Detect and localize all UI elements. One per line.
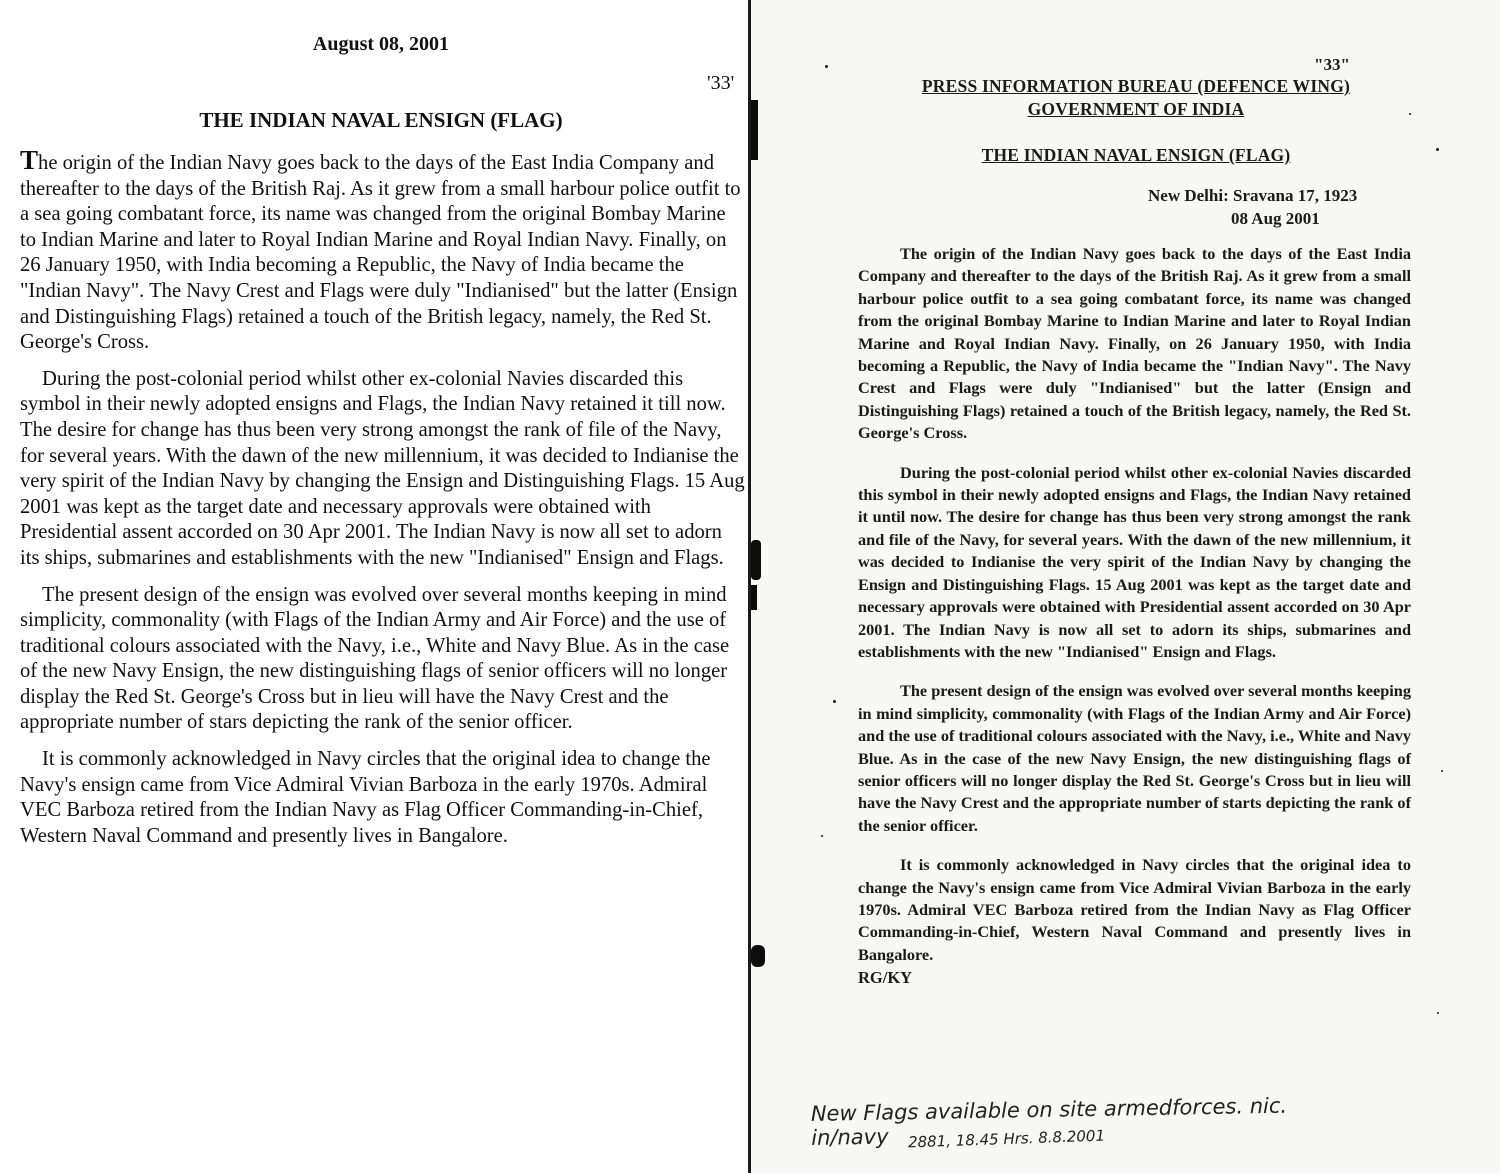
document-date: August 08, 2001	[312, 33, 450, 55]
scan-paragraph-3: The present design of the ensign was evolved over several months keeping in mind simplicity, commonality (with Flags of the Indian Army and Air Force) and the use of traditional colours associated with the Navy, i.e., White and Navy Blue. As in the case of the new Navy Ensign, the new distinguishing flags of senior officers will no longer display the Red St. George's Cross but in lieu will have the Navy Crest and the appropriate number of starts depicting the rank of the senior officer.	[858, 681, 1411, 835]
government-header: GOVERNMENT OF INDIA	[1027, 99, 1245, 119]
scan-paragraph-1: The origin of the Indian Navy goes back to the days of the East India Company and thereafter to the days of the British Raj. As it grew from a small harbour police outfit to a sea going combatant force, its name was changed from the original Bombay Marine to Indian Marine and later to Royal Indian Marine and Royal Indian Navy. Finally, on 26 January 1950, with India becoming a Republic, the Navy of India became the "Indian Navy". The Navy Crest and Flags were duly "Indianised" but the latter (Ensign and Distinguishing Flags) retained a touch of the British legacy, namely, the Red St. George's Cross.	[858, 244, 1411, 443]
scan-edge-mark	[751, 585, 757, 610]
scan-page-number: "33"	[1314, 55, 1350, 74]
scan-body	[858, 243, 1411, 990]
scan-paragraph-2: During the post-colonial period whilst other ex-colonial Navies discarded this symbol in their newly adopted ensigns and Flags, the Indian Navy retained it until now. The desire for change has thus been very strong amongst the rank and file of the Navy, for several years. With the dawn of the new millennium, it was decided to Indianise the very spirit of the Indian Navy by changing the Ensign and Distinguishing Flags. 15 Aug 2001 was kept as the target date and necessary approvals were obtained with Presidential assent accorded on 30 Apr 2001. The Indian Navy is now all set to adorn its ships, submarines and establishments with the new "Indianised" Ensign and Flags.	[858, 462, 1411, 661]
scan-date: 08 Aug 2001	[1231, 209, 1320, 228]
scan-speck	[1437, 1012, 1439, 1014]
bureau-header: PRESS INFORMATION BUREAU (DEFENCE WING)	[921, 76, 1351, 96]
paragraph-1-text: he origin of the Indian Navy goes back to the days of the East India Company and thereafter to the days of the British Raj. As it grew from a small harbour police outfit to a sea going combatant force, its name was changed from the original Bombay Marine to Indian Marine and later to Royal Indian Marine and Royal Indian Navy. Finally, on 26 January 1950, with India becoming a Republic, the Navy of India became the "Indian Navy". The Navy Crest and Flags were duly "Indianised" but the latter (Ensign and Distinguishing Flags) retained a touch of the British legacy, namely, the Red St. George's Cross.	[20, 152, 741, 354]
document-title: THE INDIAN NAVAL ENSIGN (FLAG)	[199, 108, 563, 132]
scan-title: THE INDIAN NAVAL ENSIGN (FLAG)	[981, 145, 1291, 165]
paragraph-2: During the post-colonial period whilst other ex-colonial Navies discarded this symbol in their newly adopted ensigns and Flags, the Indian Navy retained it till now. The desire for change has thus been very strong amongst the rank of file of the Navy, for several years. With the dawn of the new millennium, it was decided to Indianise the very spirit of the Indian Navy by changing the Ensign and Distinguishing Flags. 15 Aug 2001 was kept as the target date and necessary approvals were obtained with Presidential assent accorded on 30 Apr 2001. The Indian Navy is now all set to adorn its ships, submarines and establishments with the new "Indianised" Ensign and Flags.	[20, 367, 745, 569]
scan-edge-mark	[751, 945, 765, 967]
paragraph-3: The present design of the ensign was evolved over several months keeping in mind simplicity, commonality (with Flags of the Indian Army and Air Force) and the use of traditional colours associated with the Navy, i.e., White and Navy Blue. As in the case of the new Navy Ensign, the new distinguishing flags of senior officers will no longer display the Red St. George's Cross but in lieu will have the Navy Crest and the appropriate number of stars depicting the rank of the senior officer.	[20, 583, 730, 734]
paragraph-4: It is commonly acknowledged in Navy circles that the original idea to change the Navy's ensign came from Vice Admiral Vivian Barboza in the early 1970s. Admiral VEC Barboza retired from the Indian Navy as Flag Officer Commanding-in-Chief, Western Naval Command and presently lives in Bangalore.	[20, 748, 711, 847]
scan-place-date: New Delhi: Sravana 17, 1923	[1148, 186, 1358, 205]
scanned-press-release	[751, 0, 1500, 1173]
handwritten-note: New Flags available on site armedforces. nic. in/navy	[810, 1093, 1288, 1150]
document-body	[20, 145, 746, 860]
scan-speck	[833, 700, 836, 703]
scan-edge-mark	[751, 100, 758, 160]
scan-speck	[825, 65, 828, 68]
scan-speck	[1436, 148, 1439, 151]
drop-cap: T	[20, 145, 39, 175]
scan-paragraph-4: It is commonly acknowledged in Navy circles that the original idea to change the Navy's ensign came from Vice Admiral Vivian Barboza in the early 1970s. Admiral VEC Barboza retired from the Indian Navy as Flag Officer Commanding-in-Chief, Western Naval Command and presently lives in Bangalore.	[858, 855, 1411, 964]
scan-speck	[1409, 113, 1411, 115]
scan-edge-mark	[751, 540, 761, 580]
paragraph-1	[20, 145, 746, 356]
signoff-initials: RG/KY	[858, 968, 913, 988]
page-number: '33'	[707, 72, 735, 94]
handwritten-timestamp: 2881, 18.45 Hrs. 8.8.2001	[907, 1126, 1106, 1152]
transcription-panel	[0, 0, 748, 1173]
scan-speck	[1441, 770, 1443, 772]
scan-speck	[821, 835, 823, 837]
